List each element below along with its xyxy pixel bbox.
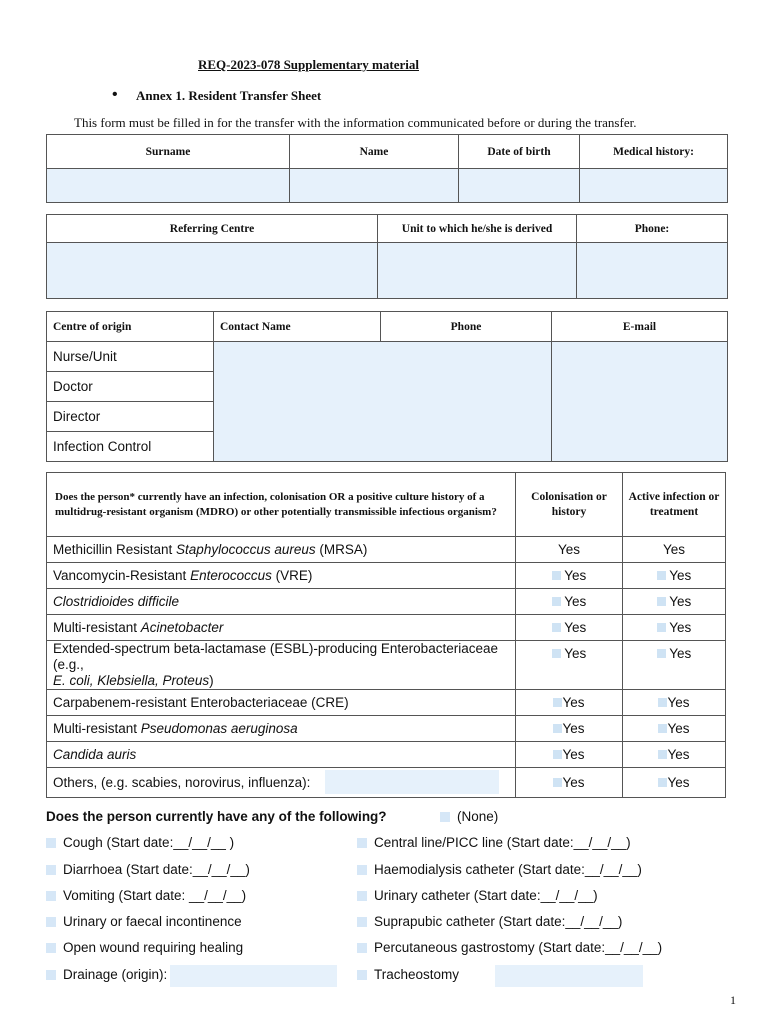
checkbox-icon[interactable]: [357, 970, 367, 980]
referring-centre-field[interactable]: [47, 243, 378, 299]
page-number: 1: [730, 993, 736, 1007]
colonisation-header: Colonisation or history: [516, 473, 623, 537]
annex-heading: Annex 1. Resident Transfer Sheet: [136, 88, 322, 103]
checkbox-icon[interactable]: [440, 812, 450, 822]
open-wound-option[interactable]: Open wound requiring healing: [46, 940, 243, 955]
active-yes[interactable]: Yes: [623, 641, 726, 690]
bullet-mark: •: [112, 86, 118, 103]
checkbox-icon[interactable]: [657, 597, 666, 606]
colonisation-yes[interactable]: Yes: [516, 589, 623, 615]
organism-label: Carpabenem-resistant Enterobacteriaceae (CRE): [47, 690, 516, 716]
surname-header: Surname: [47, 135, 290, 169]
checkbox-icon[interactable]: [552, 597, 561, 606]
checkbox-icon[interactable]: [46, 917, 56, 927]
cough-option[interactable]: Cough (Start date:__/__/__ ): [46, 835, 234, 850]
colonisation-yes[interactable]: Yes: [516, 563, 623, 589]
name-header: Name: [290, 135, 459, 169]
dob-field[interactable]: [459, 169, 580, 203]
checkbox-icon[interactable]: [46, 970, 56, 980]
colonisation-yes[interactable]: Yes: [516, 690, 623, 716]
organism-label: Vancomycin-Resistant Enterococcus (VRE): [47, 563, 516, 589]
urinary-catheter-option[interactable]: Urinary catheter (Start date:__/__/__): [357, 888, 598, 903]
document-title: REQ-2023-078 Supplementary material: [198, 57, 419, 72]
active-yes[interactable]: Yes: [623, 742, 726, 768]
organism-label: Candida auris: [47, 742, 516, 768]
incontinence-option[interactable]: Urinary or faecal incontinence: [46, 914, 242, 929]
active-yes[interactable]: Yes: [623, 690, 726, 716]
checkbox-icon[interactable]: [552, 649, 561, 658]
email-field[interactable]: [552, 342, 728, 462]
checkbox-icon[interactable]: [357, 943, 367, 953]
mdro-table: [46, 472, 726, 798]
organism-label: Others, (e.g. scabies, norovirus, influenza):: [47, 768, 516, 798]
checkbox-icon[interactable]: [46, 838, 56, 848]
active-yes[interactable]: Yes: [623, 563, 726, 589]
contact-name-header: Contact Name: [214, 312, 381, 342]
colonisation-yes[interactable]: Yes: [516, 716, 623, 742]
drainage-option[interactable]: Drainage (origin):: [46, 967, 167, 982]
phone-header: Phone:: [577, 215, 728, 243]
colonisation-yes[interactable]: Yes: [516, 615, 623, 641]
contact-row-label: Nurse/Unit: [47, 342, 214, 372]
drainage-origin-input[interactable]: [170, 965, 337, 987]
none-option[interactable]: (None): [440, 809, 498, 824]
colonisation-yes[interactable]: Yes: [516, 641, 623, 690]
organism-label: Methicillin Resistant Staphylococcus aureus (MRSA): [47, 537, 516, 563]
unit-field[interactable]: [378, 243, 577, 299]
checkbox-icon[interactable]: [357, 917, 367, 927]
gastrostomy-option[interactable]: Percutaneous gastrostomy (Start date:__/__/__): [357, 940, 662, 955]
vomiting-option[interactable]: Vomiting (Start date: __/__/__): [46, 888, 246, 903]
checkbox-icon[interactable]: [46, 891, 56, 901]
checkbox-icon[interactable]: [46, 865, 56, 875]
centre-origin-header: Centre of origin: [47, 312, 214, 342]
contact-row-label: Director: [47, 402, 214, 432]
contact-details-field[interactable]: [214, 342, 552, 462]
active-yes[interactable]: Yes: [623, 716, 726, 742]
checkbox-icon[interactable]: [552, 623, 561, 632]
tracheostomy-input[interactable]: [495, 965, 643, 987]
checkbox-icon[interactable]: [552, 571, 561, 580]
checkbox-icon[interactable]: [46, 943, 56, 953]
checkbox-icon[interactable]: [357, 891, 367, 901]
suprapubic-option[interactable]: Suprapubic catheter (Start date:__/__/__): [357, 914, 622, 929]
organism-label: Extended-spectrum beta-lactamase (ESBL)-producing Enterobacteriaceae (e.g., E. coli, Klebsiella, Proteus): [47, 641, 516, 690]
mdro-question: Does the person* currently have an infection, colonisation OR a positive culture history of a multidrug-resistant organism (MDRO) or other potentially transmissible infectious organism?: [47, 473, 516, 537]
patient-table: [46, 134, 728, 203]
referring-centre-header: Referring Centre: [47, 215, 378, 243]
active-yes[interactable]: Yes: [623, 768, 726, 798]
medical-history-header: Medical history:: [580, 135, 728, 169]
colonisation-yes[interactable]: Yes: [516, 768, 623, 798]
organism-label: Multi-resistant Acinetobacter: [47, 615, 516, 641]
active-yes[interactable]: Yes: [623, 537, 726, 563]
checkbox-icon[interactable]: [657, 623, 666, 632]
diarrhoea-option[interactable]: Diarrhoea (Start date:__/__/__): [46, 862, 250, 877]
medical-history-field[interactable]: [580, 169, 728, 203]
contacts-table: [46, 311, 728, 462]
phone-field[interactable]: [577, 243, 728, 299]
active-infection-header: Active infection or treatment: [623, 473, 726, 537]
checkbox-icon[interactable]: [657, 649, 666, 658]
dob-header: Date of birth: [459, 135, 580, 169]
unit-header: Unit to which he/she is derived: [378, 215, 577, 243]
contact-row-label: Infection Control: [47, 432, 214, 462]
checkbox-icon[interactable]: [357, 865, 367, 875]
colonisation-yes[interactable]: Yes: [516, 537, 623, 563]
checkbox-icon[interactable]: [657, 571, 666, 580]
surname-field[interactable]: [47, 169, 290, 203]
tracheostomy-option[interactable]: Tracheostomy: [357, 967, 459, 982]
contact-phone-header: Phone: [381, 312, 552, 342]
intro-text: This form must be filled in for the transfer with the information communicated before or during the transfer.: [74, 115, 637, 130]
organism-label: Multi-resistant Pseudomonas aeruginosa: [47, 716, 516, 742]
contact-row-label: Doctor: [47, 372, 214, 402]
organism-label: Clostridioides difficile: [47, 589, 516, 615]
checkbox-icon[interactable]: [357, 838, 367, 848]
email-header: E-mail: [552, 312, 728, 342]
followup-question: Does the person currently have any of the following?: [46, 809, 387, 824]
name-field[interactable]: [290, 169, 459, 203]
haemodialysis-option[interactable]: Haemodialysis catheter (Start date:__/__/__): [357, 862, 642, 877]
colonisation-yes[interactable]: Yes: [516, 742, 623, 768]
central-line-option[interactable]: Central line/PICC line (Start date:__/__/__): [357, 835, 631, 850]
active-yes[interactable]: Yes: [623, 615, 726, 641]
others-input[interactable]: [325, 770, 499, 794]
active-yes[interactable]: Yes: [623, 589, 726, 615]
referral-table: [46, 214, 728, 299]
